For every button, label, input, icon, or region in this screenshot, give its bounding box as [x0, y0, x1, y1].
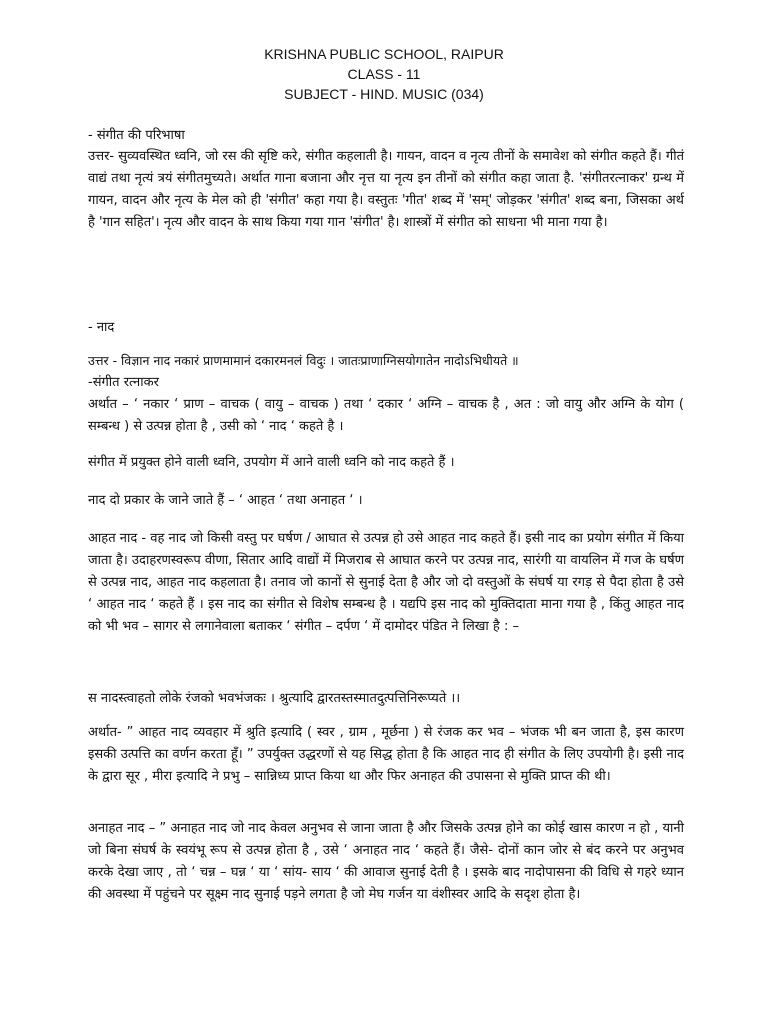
naad-types: नाद दो प्रकार के जाने जाते हैं – ‘ आहत ‘ तथा अनाहत ‘ ।	[88, 493, 363, 508]
sangeet-definition: उत्तर- सुव्यवस्थित ध्वनि, जो रस की सृष्टि करे, संगीत कहलाती है। गायन, वादन व नृत्य तीनों के समावेश को संगीत कहते हैं। गीतं वाद्यं तथा नृत्यं त्रयं संगीतमुच्यते। अर्थात गाना बजाना और नृत्त या नृत्य इन तीनों को संगीत कहा जाता है. 'संगीतरत्नाकर' ग्रन्थ में गायन, वादन और नृत्य के मेल को ही 'संगीत' कहा गया है। वस्तुतः 'गीत' शब्द में 'सम्' जोड़कर 'संगीत' शब्द बना, जिसका अर्थ है 'गान सहित'। नृत्य और वादन के साथ किया गया गान 'संगीत' है। शास्त्रों में संगीत को साधना भी माना गया है।	[88, 149, 684, 230]
section-heading-sangeet: - संगीत की परिभाषा	[88, 128, 185, 143]
naad-verse-meaning: अर्थात – ‘ नकार ‘ प्राण – वाचक ( वायु – वाचक ) तथा ‘ दकार ‘ अग्नि – वाचक है , अत : जो वायु और अग्नि के योग ( सम्बन्ध ) से उत्पन्न होता है , उसी को ‘ नाद ‘ कहते है ।	[88, 397, 684, 434]
anahat-naad-paragraph: अनाहत नाद – ” अनाहत नाद जो नाद केवल अनुभव से जाना जाता है और जिसके उत्पन्न होने का कोई खास कारण न हो , यानी जो बिना संघर्ष के स्वयंभू रूप से उत्पन्न होता है , उसे ‘ अनाहत नाद ‘ कहते हैं। जैसे- दोनों कान जोर से बंद करने पर अनुभव करके देखा जाए , तो ‘ चन्न – घन्न ‘ या ‘ सांय- साय ‘ की आवाज सुनाई देती है । इसके बाद नादोपासना की विधि से गहरे ध्यान की अवस्था में पहुंचने पर सूक्ष्म नाद सुनाई पड़ने लगता है जो मेघ गर्जन या वंशीस्वर आदि के सदृश होता है।	[88, 821, 684, 902]
section-naad	[88, 318, 684, 338]
naad-verse-block	[88, 350, 684, 438]
section-sangeet	[88, 126, 684, 234]
shloka-text: स नादस्त्वाहतो लोके रंजको भवभंजकः । श्रुत्यादि द्वारतस्तस्मातदुत्पत्तिनिरूप्यते ।।	[88, 691, 461, 706]
anahat-naad-block	[88, 818, 684, 906]
section-heading-naad: - नाद	[88, 320, 115, 335]
naad-types-block	[88, 490, 684, 512]
naad-definition-block	[88, 452, 684, 474]
ahat-naad-block	[88, 528, 684, 638]
naad-verse: उत्तर - विज्ञान नाद नकारं प्राणमामानं दकारमनलं विदुः । जातःप्राणाग्निसयोगातेन नादोऽभिधीयते ॥	[88, 353, 519, 368]
school-name: KRISHNA PUBLIC SCHOOL, RAIPUR	[264, 46, 504, 62]
naad-verse-source: -संगीत रत्नाकर	[88, 375, 159, 390]
shloka-block	[88, 688, 684, 710]
shloka-meaning: अर्थात- ” आहत नाद व्यवहार में श्रुति इत्यादि ( स्वर , ग्राम , मूर्छना ) से रंजक कर भव – भंजक भी बन जाता है, इस कारण इसकी उत्पत्ति का वर्णन करता हूँ। ” उपर्युक्त उद्धरणों से यह सिद्ध होता है कि आहत नाद ही संगीत के लिए उपयोगी है। इसी नाद के द्वारा सूर , मीरा इत्यादि ने प्रभु – सान्निध्य प्राप्त किया था और फिर अनाहत की उपासना से मुक्ति प्राप्त की थी।	[88, 725, 684, 784]
shloka-meaning-block	[88, 722, 684, 788]
naad-definition: संगीत में प्रयुक्त होने वाली ध्वनि, उपयोग में आने वाली ध्वनि को नाद कहते हैं ।	[88, 455, 455, 470]
document-header	[0, 44, 768, 104]
subject-label: SUBJECT - HIND. MUSIC (034)	[284, 86, 484, 102]
ahat-naad-paragraph: आहत नाद - वह नाद जो किसी वस्तु पर घर्षण / आघात से उत्पन्न हो उसे आहत नाद कहते हैं। इसी नाद का प्रयोग संगीत में किया जाता है। उदाहरणस्वरूप वीणा, सितार आदि वाद्यों में मिजराब से आघात करने पर उत्पन्न नाद, सारंगी या वायलिन में गज के घर्षण से उत्पन्न नाद, आहत नाद कहलाता है। तनाव जो कानों से सुनाई देता है और जो दो वस्तुओं के संघर्ष या रगड़ से पैदा होता है उसे ‘ आहत नाद ‘ कहते हैं । इस नाद का संगीत से विशेष सम्बन्ध है । यद्यपि इस नाद को मुक्तिदाता माना गया है , किंतु आहत नाद को भी भव – सागर से लगानेवाला बताकर ‘ संगीत – दर्पण ‘ में दामोदर पंडित ने लिखा है : –	[88, 531, 684, 634]
class-label: CLASS - 11	[347, 66, 421, 82]
